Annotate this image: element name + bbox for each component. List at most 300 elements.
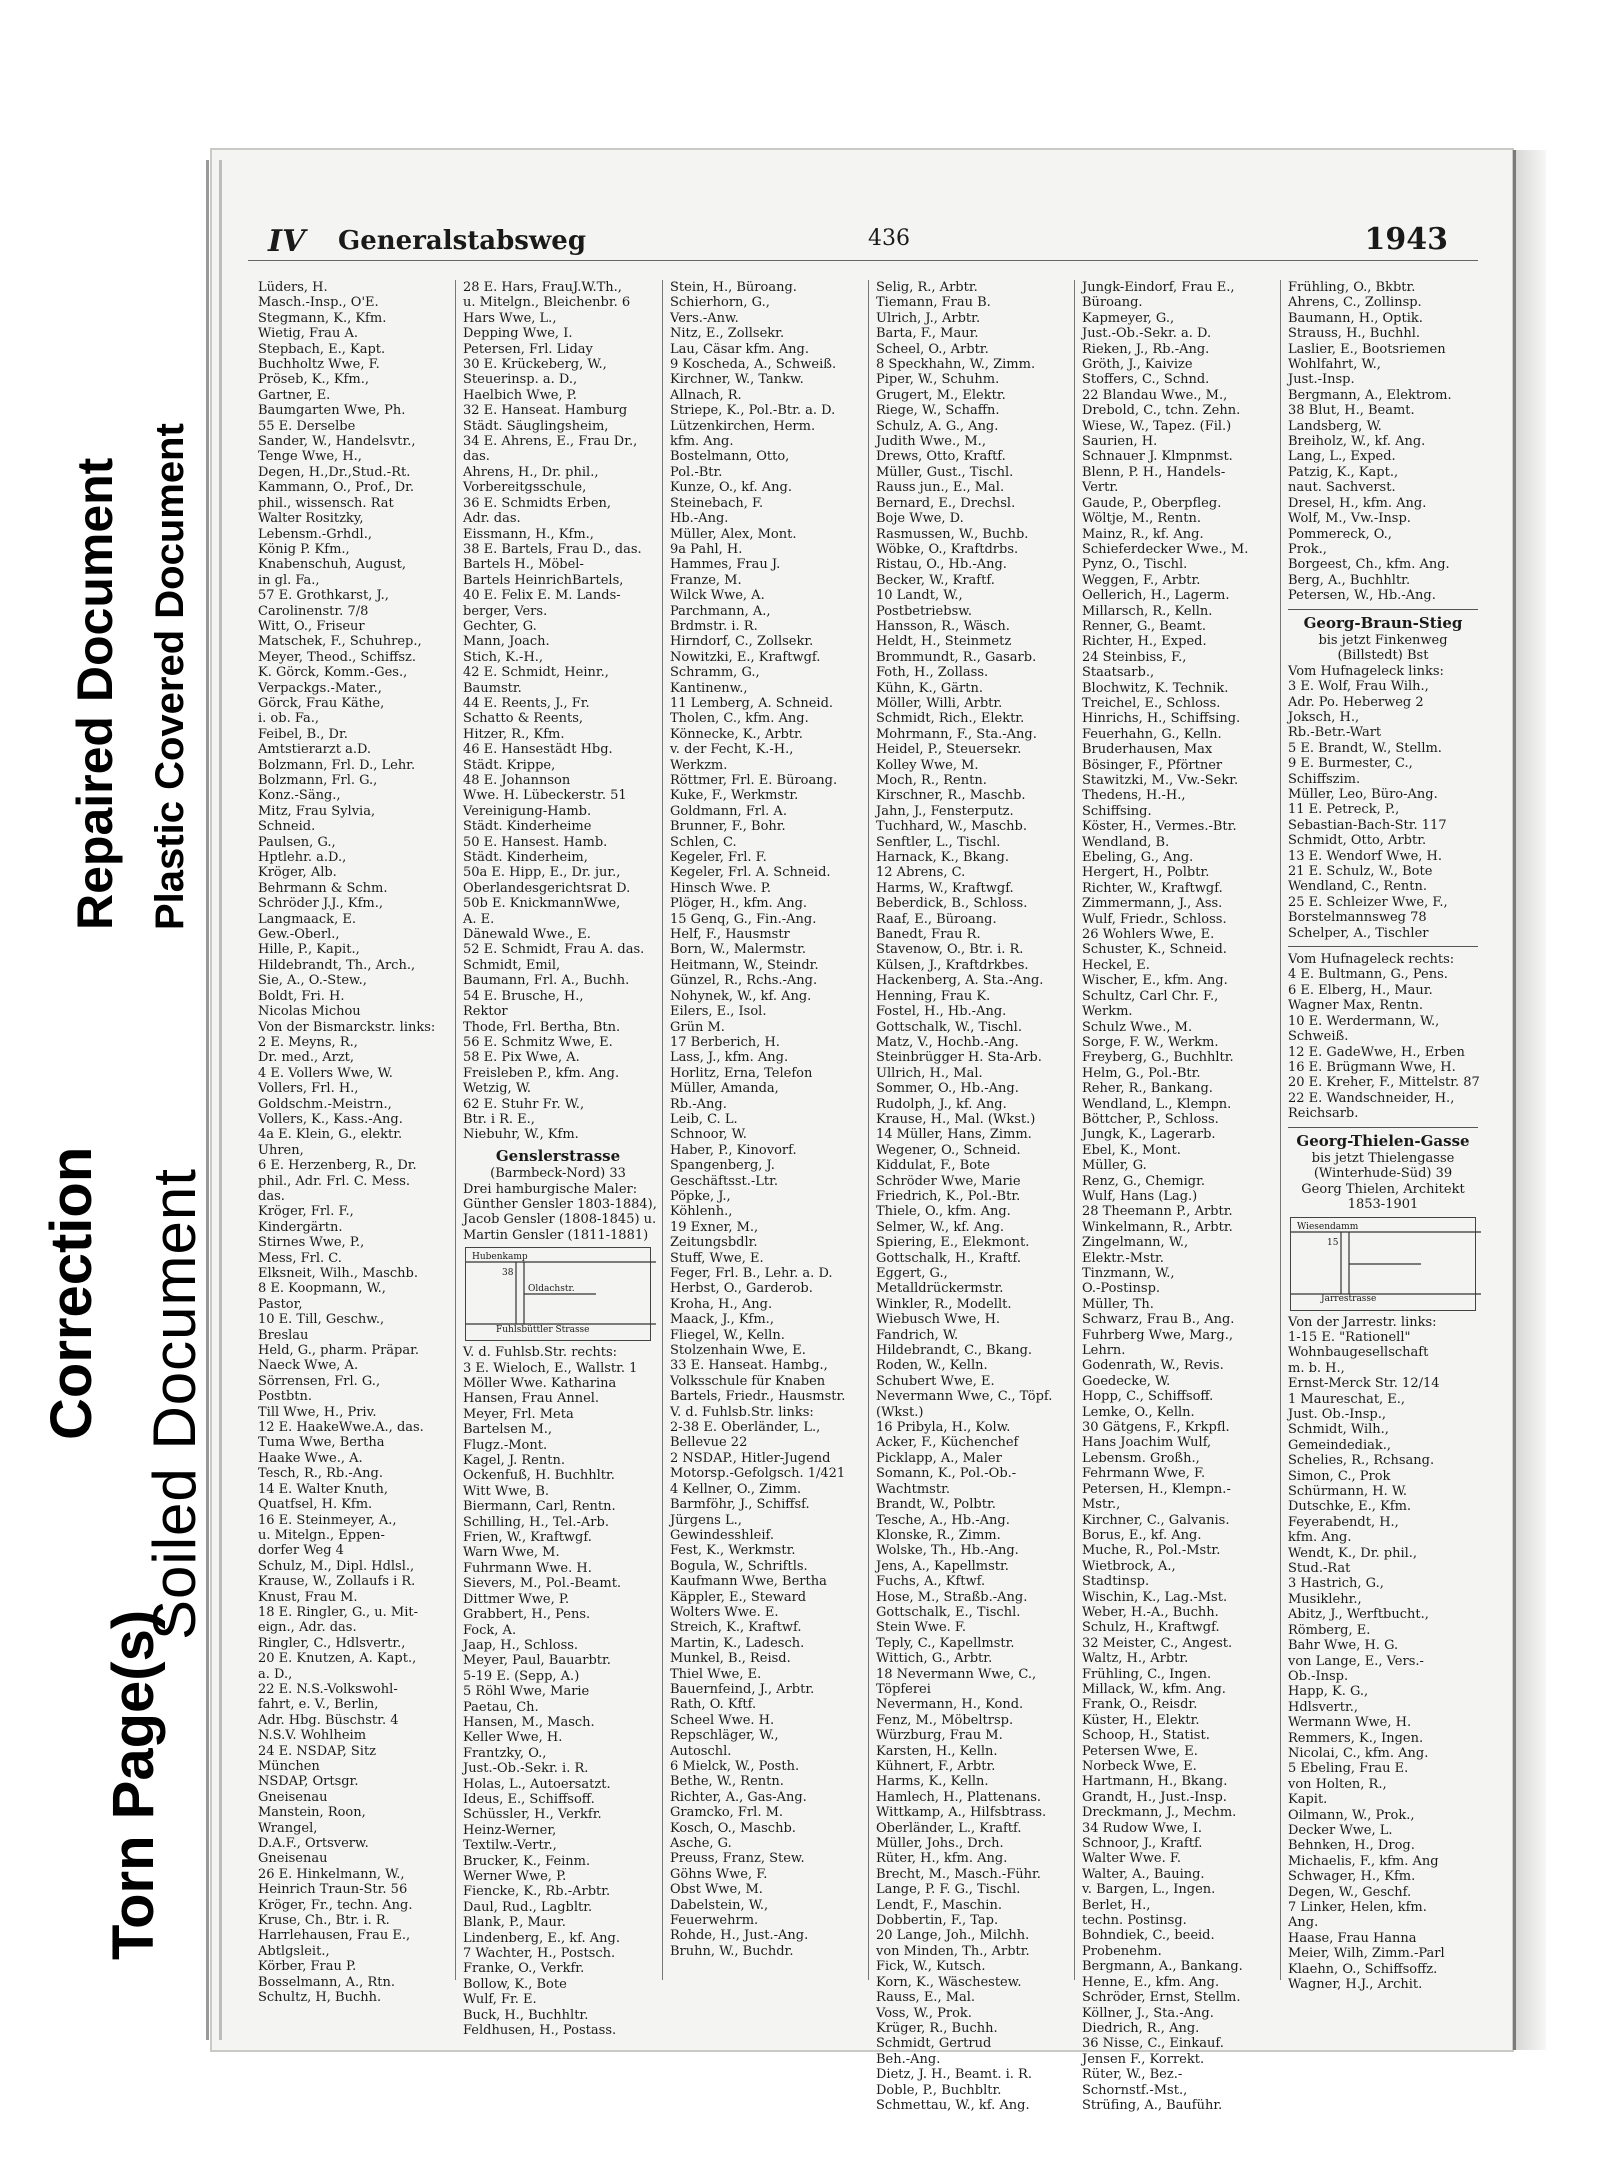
directory-entry: kfm. Ang. [670, 434, 734, 450]
directory-entry: 20 Lange, Joh., Milchh. [876, 1928, 1030, 1944]
directory-entry: Würzburg, Frau M. [876, 1728, 1003, 1744]
directory-entry: Leib, C. L. [670, 1111, 738, 1127]
directory-entry: Thedens, H.-H., [1082, 788, 1186, 804]
directory-entry: Schubert Wwe, E. [876, 1373, 995, 1389]
directory-entry: Petersen, W., Hb.-Ang. [1288, 588, 1436, 604]
directory-entry: Wöltje, M., Rentn. [1082, 511, 1201, 527]
directory-entry: Nohynek, W., kf. Ang. [670, 988, 812, 1004]
directory-entry: 28 E. Hars, FrauJ.W.Th., [463, 280, 622, 295]
directory-entry: Harnack, K., Bkang. [876, 850, 1009, 866]
directory-entry: Weber, H.-A., Buchh. [1082, 1604, 1219, 1620]
directory-entry: Werkm. [1082, 1004, 1133, 1020]
directory-entry: Franze, M. [670, 572, 742, 588]
directory-entry: Voss, W., Prok. [876, 2005, 972, 2021]
directory-entry: Millack, W., kfm. Ang. [1082, 1681, 1226, 1697]
directory-entry: Haase, Frau Hanna [1288, 1930, 1417, 1946]
directory-entry: O.-Postinsp. [1082, 1281, 1161, 1297]
directory-entry: Lebensm. Großh., [1082, 1450, 1200, 1466]
directory-entry: V. d. Fuhlsb.Str. links: [670, 1404, 814, 1420]
directory-entry: Kühn, K., Gärtn. [876, 680, 983, 696]
directory-entry: Hartmann, H., Bkang. [1082, 1774, 1228, 1790]
directory-entry: Drei hamburgische Maler: [463, 1181, 638, 1197]
directory-entry: Dr. med., Arzt, [258, 1050, 355, 1066]
directory-entry: Mstr., [1082, 1497, 1121, 1513]
directory-entry: Reher, R., Bankang. [1082, 1081, 1213, 1097]
directory-entry: Ideus, E., Schiffsoff. [463, 1791, 595, 1807]
directory-entry: Borus, E., kf. Ang. [1082, 1527, 1202, 1543]
directory-entry: Hans Joachim Wulf, [1082, 1435, 1212, 1451]
directory-entry: Gaude, P., Oberpfleg. [1082, 495, 1222, 511]
directory-entry: Konz.-Säng., [258, 788, 341, 804]
column-2 [463, 280, 657, 2039]
directory-entry: 1 Maureschat, E., [1288, 1391, 1406, 1407]
directory-entry: Ringler, C., Hdlsvertr., [258, 1635, 406, 1651]
directory-entry: Fuchs, A., Kftwf. [876, 1574, 986, 1590]
directory-entry: Fostel, H., Hb.-Ang. [876, 1004, 1007, 1020]
directory-entry: Buck, H., Buchhltr. [463, 2007, 589, 2023]
directory-entry: Rektor [463, 1004, 508, 1020]
directory-entry: Sebastian-Bach-Str. 117 [1288, 817, 1447, 833]
directory-entry: Oberländer, L., Kraftf. [876, 1820, 1022, 1836]
directory-entry: Bethe, W., Rentn. [670, 1774, 784, 1790]
directory-entry: Schulz, H., Kraftwgf. [1082, 1620, 1220, 1636]
directory-entry: Bahr Wwe, H. G. [1288, 1638, 1399, 1654]
directory-entry: Hildebrandt, C., Bkang. [876, 1343, 1033, 1359]
directory-entry: Just.-Ob.-Sekr. a. D. [1082, 326, 1212, 342]
directory-entry: i. ob. Fa., [258, 711, 319, 727]
directory-entry: Acker, F., Küchenchef [876, 1435, 1019, 1451]
directory-entry: Becker, W., Kraftf. [876, 572, 995, 588]
directory-entry: Görck, Frau Käthe, [258, 695, 385, 711]
directory-entry: Werner Wwe, P. [463, 1869, 567, 1884]
directory-entry: Remmers, K., Ingen. [1288, 1730, 1424, 1746]
directory-entry: Sievers, M., Pol.-Beamt. [463, 1576, 622, 1592]
directory-entry: Vom Hufnageleck links: [1288, 663, 1444, 679]
directory-entry: 42 E. Schmidt, Heinr., [463, 665, 609, 681]
directory-entry: Städt. Krippe, [463, 757, 556, 773]
directory-entry: Zimmermann, J., Ass. [1082, 896, 1223, 912]
directory-entry: Thode, Frl. Bertha, Btn. [463, 1019, 621, 1035]
directory-entry: 20 E. Knutzen, A. Kapt., [258, 1651, 417, 1667]
directory-entry: Musiklehr., [1288, 1591, 1362, 1607]
directory-entry: Nevermann, H., Kond. [876, 1697, 1024, 1713]
directory-entry: u. Mitelgn., Bleichenbr. 6 [463, 295, 631, 311]
directory-entry: Paulsen, G., [258, 834, 336, 850]
directory-entry: Schlen, C. [670, 834, 737, 850]
directory-entry: Heitmann, W., Steindr. [670, 957, 819, 973]
directory-entry: Tenge Wwe, H., [258, 449, 362, 465]
directory-entry: Blochwitz, K. Technik. [1082, 680, 1229, 696]
directory-entry: Rüter, W., Bez.- [1082, 2067, 1183, 2083]
directory-entry: Kroha, H., Ang. [670, 1296, 773, 1312]
directory-entry: Amtstierarzt a.D. [258, 742, 372, 758]
directory-entry: das. [463, 449, 490, 465]
directory-entry: 33 E. Hanseat. Hambg., [670, 1358, 828, 1374]
directory-entry: Schuster, K., Schneid. [1082, 942, 1227, 958]
street-note: (Winterhude-Süd) 39 [1313, 1166, 1453, 1182]
directory-entry: Jensen F., Korrekt. [1082, 2051, 1205, 2067]
directory-entry: Wöbke, O., Kraftdrbs. [876, 541, 1019, 557]
directory-entry: (Wkst.) [876, 1404, 924, 1420]
directory-entry: Oellerich, H., Lagerm. [1082, 588, 1230, 604]
directory-entry: Heidel, P., Steuersekr. [876, 742, 1022, 758]
directory-entry: berger, Vers. [463, 603, 548, 619]
directory-entry: Autoschl. [670, 1743, 732, 1759]
directory-entry: Pöpke, J., [670, 1188, 731, 1204]
column-divider [455, 280, 456, 1980]
directory-entry: Kiddulat, F., Bote [876, 1158, 990, 1174]
directory-entry: Petersen Wwe, E. [1082, 1743, 1198, 1759]
directory-entry: NSDAP, Ortsgr. [258, 1774, 359, 1790]
directory-entry: Diedrich, R., Ang. [1082, 2020, 1200, 2036]
directory-entry: Friedrich, K., Pol.-Btr. [876, 1188, 1021, 1204]
directory-entry: Köllner, J., Sta.-Ang. [1082, 2005, 1214, 2021]
directory-entry: Boldt, Fri. H. [258, 988, 345, 1004]
directory-entry: Parchmann, A., [670, 603, 771, 619]
directory-entry: Wilck Wwe, A. [670, 588, 765, 604]
directory-entry: Feger, Frl. B., Lehr. a. D. [670, 1266, 833, 1281]
directory-entry: Brecht, M., Masch.-Führ. [876, 1866, 1041, 1882]
directory-entry: 44 E. Reents, J., Fr. [463, 695, 590, 711]
directory-entry: Walter Rositzky, [258, 511, 364, 527]
directory-entry: Zingelmann, W., [1082, 1235, 1189, 1251]
directory-entry: Kröger, Fr., techn. Ang. [258, 1897, 413, 1913]
directory-entry: Thiel Wwe, E. [670, 1666, 762, 1682]
directory-entry: Stepbach, E., Kapt. [258, 341, 386, 357]
directory-entry: Schoop, H., Statist. [1082, 1728, 1210, 1744]
directory-entry: D.A.F., Ortsverw. [258, 1836, 369, 1852]
directory-entry: Fiencke, K., Rb.-Arbtr. [463, 1884, 611, 1900]
column-4 [876, 280, 1066, 2113]
directory-entry: Rauss jun., E., Mal. [876, 480, 1005, 496]
directory-entry: 7 Wachter, H., Postsch. [463, 1946, 616, 1962]
directory-entry: Krause, W., Zollaufs i R. [258, 1574, 416, 1590]
directory-entry: Mess, Frl. C. [258, 1250, 342, 1266]
directory-entry: Gemeindediak., [1288, 1437, 1392, 1453]
directory-entry: Töpferei [876, 1681, 931, 1697]
street-note: (Billstedt) Bst [1337, 648, 1429, 664]
directory-entry: Bösinger, F., Pförtner [1082, 757, 1223, 773]
street-note: Georg Thielen, Architekt [1301, 1181, 1465, 1197]
page-header [248, 220, 1478, 261]
directory-entry: Barmföhr, J., Schiffsf. [670, 1497, 810, 1513]
directory-entry: Kantinenw., [670, 680, 748, 696]
directory-entry: Piper, W., Schuhm. [876, 372, 1000, 388]
directory-entry: Gewindesshleif. [670, 1527, 774, 1543]
directory-entry: Grabbert, H., Pens. [463, 1607, 591, 1623]
street-note: 1853-1901 [1347, 1197, 1419, 1213]
directory-entry: in gl. Fa., [258, 572, 320, 588]
directory-entry: Hammes, Frau J. [670, 557, 781, 573]
directory-entry: Heinz-Werner, [463, 1822, 557, 1838]
directory-entry: Vollers, Frl. H., [258, 1081, 359, 1097]
directory-entry: Wittkamp, A., Hilfsbtrass. [876, 1805, 1047, 1821]
directory-entry: 12 E. GadeWwe, H., Erben [1288, 1044, 1465, 1060]
directory-entry: Schnoor, W. [670, 1127, 747, 1143]
directory-entry: Wulf, Fr. E. [463, 1992, 537, 2008]
directory-entry: Tesch, R., Rb.-Ang. [258, 1466, 383, 1482]
directory-entry: Wermann Wwe, H. [1288, 1715, 1412, 1731]
directory-entry: Brommundt, R., Gasarb. [876, 649, 1037, 665]
directory-entry: Stegmann, K., Kfm. [258, 310, 387, 326]
directory-entry: Bartels HeinrichBartels, [463, 572, 624, 588]
directory-entry: Fest, K., Werkmstr. [670, 1543, 796, 1559]
directory-entry: Obst Wwe, M. [670, 1882, 763, 1898]
directory-entry: Petersen, H., Klempn.- [1082, 1481, 1231, 1497]
repaired-document-label: Repaired Document [67, 457, 123, 930]
directory-entry: Muche, R., Pol.-Mstr. [1082, 1543, 1221, 1559]
directory-entry: Matz, V., Hochb.-Ang. [876, 1034, 1019, 1050]
directory-entry: Martin Gensler (1811-1881) [463, 1227, 649, 1243]
directory-entry: Elksneit, Wilh., Maschb. [258, 1266, 418, 1281]
directory-entry: Schiffszim. [1288, 771, 1361, 787]
directory-entry: Gartner, E. [258, 387, 331, 403]
directory-entry: Lindenberg, E., kf. Ang. [463, 1930, 620, 1946]
directory-entry: Warn Wwe, M. [463, 1545, 560, 1561]
street-title: Generalstabsweg [338, 226, 587, 256]
directory-entry: Tuchhard, W., Maschb. [876, 819, 1027, 835]
directory-entry: Spangenberg, J. [670, 1158, 775, 1174]
directory-entry: 20 E. Kreher, F., Mittelstr. 87 [1288, 1075, 1480, 1091]
directory-entry: Küster, H., Elektr. [1082, 1712, 1200, 1728]
directory-entry: 3 Hastrich, G., [1288, 1576, 1384, 1592]
directory-entry: 57 E. Grothkarst, J., [258, 588, 389, 604]
directory-entry: Frien, W., Kraftwgf. [463, 1530, 592, 1546]
directory-entry: Büroang. [1082, 295, 1143, 311]
column-divider [1280, 280, 1281, 1980]
directory-entry: 8 Speckhahn, W., Zimm. [876, 357, 1036, 373]
directory-entry: Schmidt, Otto, Arbtr. [1288, 833, 1427, 849]
directory-entry: Bernard, E., Drechsl. [876, 495, 1016, 511]
directory-entry: Schwarz, Frau B., Ang. [1082, 1312, 1235, 1328]
directory-entry: Hansen, M., Masch. [463, 1714, 595, 1730]
directory-entry: Schmidt, Wilh., [1288, 1422, 1389, 1438]
directory-entry: 48 E. Johannson [463, 773, 571, 788]
directory-entry: Hamlech, H., Plattenans. [876, 1789, 1042, 1805]
directory-entry: Teply, C., Kapellmstr. [876, 1635, 1015, 1651]
street-note: (Barmbeck-Nord) 33 [490, 1166, 626, 1182]
directory-entry: 22 E. Wandschneider, H., [1288, 1090, 1455, 1106]
directory-entry: Schüssler, H., Verkfr. [463, 1807, 602, 1823]
directory-entry: Dreckmann, J., Mechm. [1082, 1805, 1237, 1821]
directory-entry: Kammann, O., Prof., Dr. [258, 480, 415, 496]
directory-entry: 36 E. Schmidts Erben, [463, 495, 612, 511]
directory-entry: 17 Berberich, H. [670, 1034, 780, 1050]
directory-entry: Behrmann & Schm. [258, 880, 388, 896]
directory-entry: Rauss, E., Mal. [876, 1990, 976, 2006]
directory-entry: Held, G., pharm. Präpar. [258, 1343, 420, 1359]
directory-entry: Kaufmann Wwe, Bertha [670, 1574, 827, 1590]
directory-entry: Laslier, E., Bootsriemen [1288, 341, 1446, 357]
directory-entry: Ristau, O., Hb.-Ang. [876, 557, 1007, 573]
directory-entry: Landsberg, W. [1288, 418, 1382, 434]
directory-entry: Schröder J.J., Kfm., [258, 896, 384, 912]
directory-entry: Gneisenau [258, 1789, 328, 1805]
directory-entry: Sommer, O., Hb.-Ang. [876, 1081, 1019, 1097]
directory-entry: Richter, A., Gas-Ang. [670, 1789, 807, 1805]
directory-entry: Wulf, Friedr., Schloss. [1082, 911, 1227, 927]
directory-entry: 18 E. Ringler, G., u. Mit- [258, 1604, 419, 1620]
directory-entry: 36 Nisse, C., Einkauf. [1082, 2036, 1224, 2052]
directory-entry: Adr. Po. Heberweg 2 [1288, 694, 1424, 710]
directory-entry: Kirchner, W., Tankw. [670, 372, 804, 388]
directory-entry: Städt. Säuglingsheim, [463, 418, 609, 434]
directory-entry: Feibel, B., Dr. [258, 726, 348, 742]
directory-entry: 19 Exner, M., [670, 1219, 759, 1235]
directory-entry: Stuff, Wwe, E. [670, 1250, 764, 1266]
directory-entry: Nicolas Michou [258, 1004, 361, 1020]
directory-entry: Tesche, A., Hb.-Ang. [876, 1512, 1010, 1528]
map-label: Hubenkamp [472, 1252, 528, 1263]
directory-entry: Verpackgs.-Mater., [258, 680, 382, 696]
directory-entry: Quatfsel, H. Kfm. [258, 1497, 373, 1513]
directory-entry: 2 NSDAP., Hitler-Jugend [670, 1450, 831, 1466]
directory-entry: v. der Fecht, K.-H., [670, 742, 794, 758]
directory-entry: Schieferdecker Wwe., M. [1082, 541, 1249, 557]
directory-entry: Schmidt, Rich., Elektr. [876, 711, 1025, 727]
directory-entry: fahrt, e. V., Berlin, [258, 1697, 379, 1713]
directory-entry: 5 Röhl Wwe, Marie [463, 1684, 590, 1700]
directory-entry: 30 Gätgens, F., Krkpfl. [1082, 1420, 1230, 1436]
directory-entry: Schwager, H., Kfm. [1288, 1869, 1416, 1885]
directory-entry: Goldmann, Frl. A. [670, 803, 787, 819]
directory-entry: Rath, O. Kftf. [670, 1697, 757, 1713]
directory-entry: Pynz, O., Tischl. [1082, 557, 1188, 573]
directory-entry: 2 E. Meyns, R., [258, 1034, 358, 1050]
directory-entry: Von der Bismarckstr. links: [258, 1019, 436, 1035]
directory-entry: Klonske, R., Zimm. [876, 1527, 1001, 1543]
directory-entry: 34 Rudow Wwe, I. [1082, 1820, 1202, 1836]
directory-entry: Grün M. [670, 1019, 725, 1035]
directory-entry: Baumann, Frl. A., Buchh. [463, 973, 630, 989]
directory-entry: Fock, A. [463, 1622, 517, 1638]
directory-entry: Selig, R., Arbtr. [876, 280, 978, 295]
directory-entry: Senftler, L., Tischl. [876, 834, 1001, 850]
directory-entry: Lang, L., Exped. [1288, 449, 1396, 465]
directory-entry: Buchholtz Wwe, F. [258, 357, 380, 373]
directory-entry: Franke, O., Verkfr. [463, 1961, 585, 1977]
directory-entry: Lau, Cäsar kfm. Ang. [670, 341, 809, 357]
directory-entry: Bosselmann, A., Rtn. [258, 1974, 395, 1990]
directory-entry: Gröth, J., Kaivize [1082, 357, 1193, 373]
directory-entry: Fuhrberg Wwe, Marg., [1082, 1327, 1233, 1343]
directory-entry: A. E. [463, 911, 495, 927]
directory-entry: 54 E. Brusche, H., [463, 988, 584, 1004]
directory-entry: Mohrmann, F., Sta.-Ang. [876, 726, 1037, 742]
directory-entry: Streich, K., Kraftwf. [670, 1620, 802, 1636]
map-label: 15 [1327, 1237, 1339, 1248]
directory-entry: Metalldrückermstr. [876, 1281, 1004, 1297]
directory-entry: 3 E. Wieloch, E., Wallstr. 1 [463, 1360, 638, 1376]
directory-entry: Gneisenau [258, 1851, 328, 1867]
directory-entry: Kagel, J. Rentn. [463, 1453, 565, 1469]
directory-entry: Raaf, E., Büroang. [876, 911, 997, 927]
directory-entry: Drews, Otto, Kraftf. [876, 449, 1006, 465]
directory-entry: Röttmer, Frl. E. Büroang. [670, 773, 838, 788]
directory-entry: Haber, P., Kinovorf. [670, 1142, 797, 1158]
directory-entry: Hdlsvertr., [1288, 1699, 1359, 1715]
directory-entry: Brandt, W., Polbtr. [876, 1497, 996, 1513]
directory-entry: Walter, A., Bauing. [1082, 1866, 1205, 1882]
street-sketch-map [1290, 1217, 1476, 1311]
directory-entry: Wagner, H.J., Archit. [1288, 1977, 1423, 1993]
directory-entry: Schulz, M., Dipl. Hdlsl., [258, 1558, 415, 1574]
directory-entry: Schröder Wwe, Marie [876, 1173, 1021, 1189]
street-note: bis jetzt Finkenweg [1318, 632, 1448, 648]
directory-entry: 22 Blandau Wwe., M., [1082, 387, 1228, 403]
directory-entry: Külsen, J., Kraftdrkbes. [876, 957, 1029, 973]
directory-entry: Wolters Wwe. E. [670, 1604, 779, 1620]
directory-entry: 24 Steinbiss, F., [1082, 649, 1187, 665]
directory-entry: Grugert, M., Elektr. [876, 387, 1006, 403]
directory-entry: 14 E. Walter Knuth, [258, 1481, 389, 1497]
directory-entry: Karsten, H., Kelln. [876, 1743, 998, 1759]
directory-entry: Schmidt, Gertrud [876, 2036, 992, 2052]
directory-entry: Meyer, Frl. Meta [463, 1406, 574, 1422]
directory-entry: 26 E. Hinkelmann, W., [258, 1866, 405, 1882]
directory-entry: Lehrn. [1082, 1343, 1126, 1359]
directory-entry: Wrangel, [258, 1820, 318, 1836]
directory-entry: Mainz, R., kf. Ang. [1082, 526, 1204, 542]
directory-entry: Sander, W., Handelsvtr., [258, 434, 416, 450]
directory-entry: Krause, H., Mal. (Wkst.) [876, 1111, 1036, 1127]
directory-entry: 3 E. Wolf, Frau Wilh., [1288, 679, 1429, 695]
directory-entry: Till Wwe, H., Priv. [258, 1404, 377, 1420]
directory-entry: Manstein, Roon, [258, 1805, 366, 1821]
directory-entry: Städt. Kinderheim, [463, 850, 588, 866]
directory-entry: eign., Adr. das. [258, 1620, 357, 1636]
page-number: 436 [868, 226, 910, 251]
directory-entry: Stawitzki, M., Vw.-Sekr. [1082, 773, 1239, 788]
directory-entry: Schelper, A., Tischler [1288, 925, 1429, 941]
directory-entry: Masch.-Insp., O'E. [258, 295, 379, 311]
directory-entry: N.S.V. Wohlheim [258, 1728, 367, 1744]
directory-entry: 50 E. Hansest. Hamb. [463, 834, 608, 850]
directory-entry: Müller, Alex, Mont. [670, 526, 797, 542]
directory-entry: v. Bargen, L., Ingen. [1082, 1882, 1216, 1898]
directory-entry: Schürmann, H. W. [1288, 1484, 1408, 1500]
directory-entry: Borstelmannsweg 78 [1288, 910, 1427, 926]
directory-entry: Günzel, R., Rchs.-Ang. [670, 973, 818, 989]
directory-entry: Brdmstr. i. R. [670, 618, 758, 634]
directory-entry: Witt Wwe, B. [463, 1483, 550, 1499]
directory-entry: 38 E. Bartels, Frau D., das. [463, 541, 642, 557]
directory-entry: 46 E. Hansestädt Hbg. [463, 742, 613, 758]
directory-entry: m. b. H., [1288, 1360, 1345, 1376]
directory-entry: Baumstr. [463, 680, 522, 696]
directory-entry: Adr. das. [463, 511, 521, 527]
directory-entry: Kegeler, Frl. F. [670, 850, 767, 866]
directory-entry: Rudolph, J., kf. Ang. [876, 1096, 1007, 1112]
directory-entry: Gottschalk, H., Kraftf. [876, 1250, 1021, 1266]
directory-entry: 16 E. Steinmeyer, A., [258, 1512, 397, 1528]
directory-entry: Frühling, C., Ingen. [1082, 1666, 1212, 1682]
directory-entry: phil., wissensch. Rat [258, 495, 394, 511]
directory-entry: 6 Mielck, W., Posth. [670, 1759, 800, 1774]
directory-entry: Renz, G., Chemigr. [1082, 1173, 1206, 1189]
directory-entry: Ockenfuß, H. Buchhltr. [463, 1468, 615, 1484]
directory-entry: Richter, H., Exped. [1082, 634, 1207, 650]
directory-entry: Vertr. [1082, 480, 1119, 496]
directory-entry: Stadtinsp. [1082, 1574, 1150, 1590]
directory-entry: Vollers, K., Kass.-Ang. [258, 1111, 403, 1127]
directory-entry: 25 E. Schleizer Wwe, F., [1288, 894, 1448, 910]
directory-entry: Kröger, Alb. [258, 865, 337, 881]
directory-entry: Ernst-Merck Str. 12/14 [1288, 1376, 1440, 1392]
directory-entry: Müller, Johs., Drch. [876, 1836, 1004, 1852]
section-rule [1288, 946, 1478, 947]
directory-entry: Striepe, K., Pol.-Btr. a. D. [670, 403, 836, 419]
